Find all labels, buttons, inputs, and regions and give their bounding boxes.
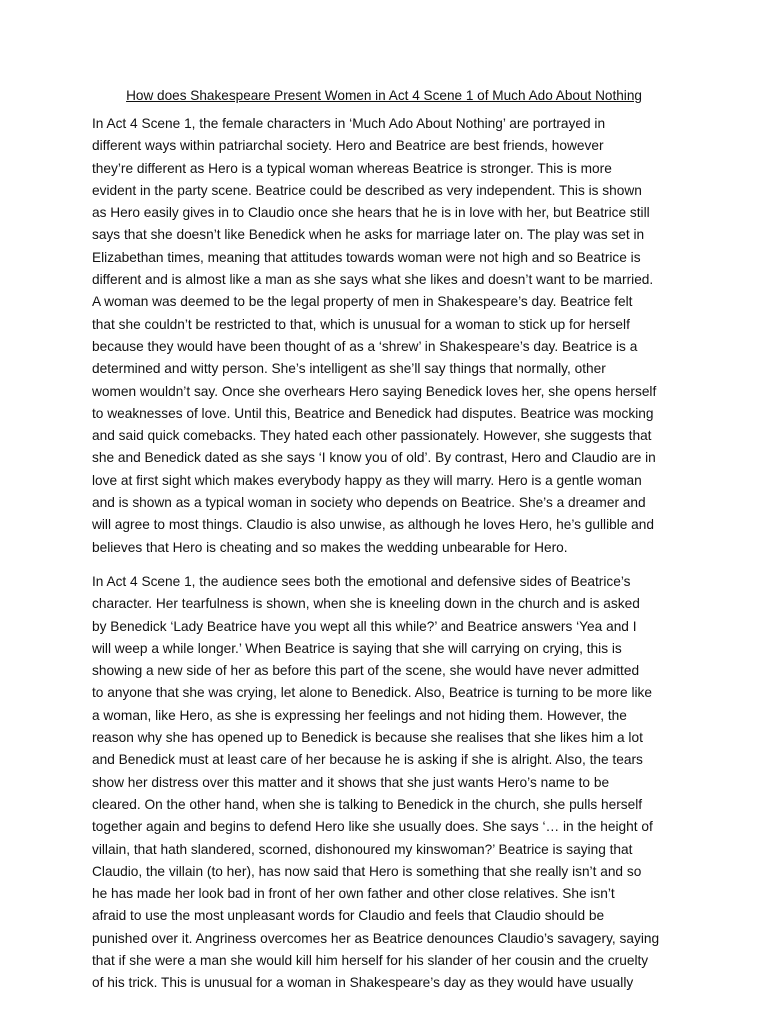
text-line: determined and witty person. She’s intelligent as she’ll say things that normally, other <box>92 361 606 377</box>
body-paragraph <box>92 113 676 559</box>
text-line: he has made her look bad in front of her own father and other close relatives. She isn’t <box>92 886 615 902</box>
document-body <box>92 113 676 995</box>
text-line: because they would have been thought of as a ‘shrew’ in Shakespeare’s day. Beatrice is a <box>92 338 638 354</box>
text-line: cleared. On the other hand, when she is talking to Benedick in the church, she pulls herself <box>92 796 643 812</box>
text-line: to weaknesses of love. Until this, Beatrice and Benedick had disputes. Beatrice was mocking <box>92 405 654 421</box>
text-line: A woman was deemed to be the legal property of men in Shakespeare’s day. Beatrice felt <box>92 294 633 310</box>
text-line: to anyone that she was crying, let alone to Benedick. Also, Beatrice is turning to be more like <box>92 685 652 701</box>
text-line: showing a new side of her as before this part of the scene, she would have never admitted <box>92 663 640 679</box>
text-line: believes that Hero is cheating and so makes the wedding unbearable for Hero. <box>92 539 568 555</box>
body-paragraph <box>92 571 676 995</box>
text-line: Claudio, the villain (to her), has now said that Hero is something that she really isn’t and so <box>92 863 642 879</box>
text-line: afraid to use the most unpleasant words for Claudio and feels that Claudio should be <box>92 908 605 924</box>
text-line: punished over it. Angriness overcomes her as Beatrice denounces Claudio’s savagery, saying <box>92 930 660 946</box>
text-line: different ways within patriarchal society. Hero and Beatrice are best friends, however <box>92 138 604 154</box>
text-line: In Act 4 Scene 1, the female characters in ‘Much Ado About Nothing’ are portrayed in <box>92 116 606 131</box>
text-line: by Benedick ‘Lady Beatrice have you wept all this while?’ and Beatrice answers ‘Yea and I <box>92 618 637 634</box>
text-line: villain, that hath slandered, scorned, dishonoured my kinswoman?’ Beatrice is saying that <box>92 841 633 857</box>
text-line: reason why she has opened up to Benedick is because she realises that she likes him a lot <box>92 730 643 746</box>
text-line: different and is almost like a man as she says what she likes and doesn’t want to be married. <box>92 272 654 288</box>
text-line: will agree to most things. Claudio is also unwise, as although he loves Hero, he’s gullible and <box>92 517 655 533</box>
text-line: as Hero easily gives in to Claudio once she hears that he is in love with her, but Beatrice still <box>92 205 650 221</box>
text-line: In Act 4 Scene 1, the audience sees both the emotional and defensive sides of Beatrice’s <box>92 573 631 589</box>
text-line: character. Her tearfulness is shown, when she is kneeling down in the church and is asked <box>92 596 640 612</box>
text-line: and said quick comebacks. They hated each other passionately. However, she suggests that <box>92 428 652 444</box>
text-line: women wouldn’t say. Once she overhears Hero saying Benedick loves her, she opens herself <box>92 383 657 399</box>
text-line: together again and begins to defend Hero like she usually does. She says ‘… in the height of <box>92 819 653 835</box>
text-line: she and Benedick dated as she says ‘I know you of old’. By contrast, Hero and Claudio are in <box>92 450 656 466</box>
document-title: How does Shakespeare Present Women in Act 4 Scene 1 of Much Ado About Nothing <box>126 88 642 103</box>
text-line: evident in the party scene. Beatrice could be described as very independent. This is shown <box>92 182 642 198</box>
text-line: Elizabethan times, meaning that attitudes towards woman were not high and so Beatrice is <box>92 249 641 265</box>
text-line: will weep a while longer.’ When Beatrice is saying that she will carrying on crying, this is <box>92 640 622 656</box>
text-line: of his trick. This is unusual for a woman in Shakespeare’s day as they would have usually <box>92 975 634 991</box>
text-line: love at first sight which makes everybody happy as they will marry. Hero is a gentle woman <box>92 472 642 488</box>
text-line: that she couldn’t be restricted to that, which is unusual for a woman to stick up for herself <box>92 316 630 332</box>
text-line: that if she were a man she would kill him herself for his slander of her cousin and the cruelty <box>92 952 649 968</box>
text-line: and Benedick must at least care of her because he is asking if she is alright. Also, the tears <box>92 752 643 768</box>
text-line: a woman, like Hero, as she is expressing her feelings and not hiding them. However, the <box>92 707 627 723</box>
text-line: says that she doesn’t like Benedick when he asks for marriage later on. The play was set in <box>92 227 645 243</box>
text-line: show her distress over this matter and it shows that she just wants Hero’s name to be <box>92 774 610 790</box>
text-line: they’re different as Hero is a typical woman whereas Beatrice is stronger. This is more <box>92 160 612 176</box>
text-line: and is shown as a typical woman in society who depends on Beatrice. She’s a dreamer and <box>92 495 646 511</box>
